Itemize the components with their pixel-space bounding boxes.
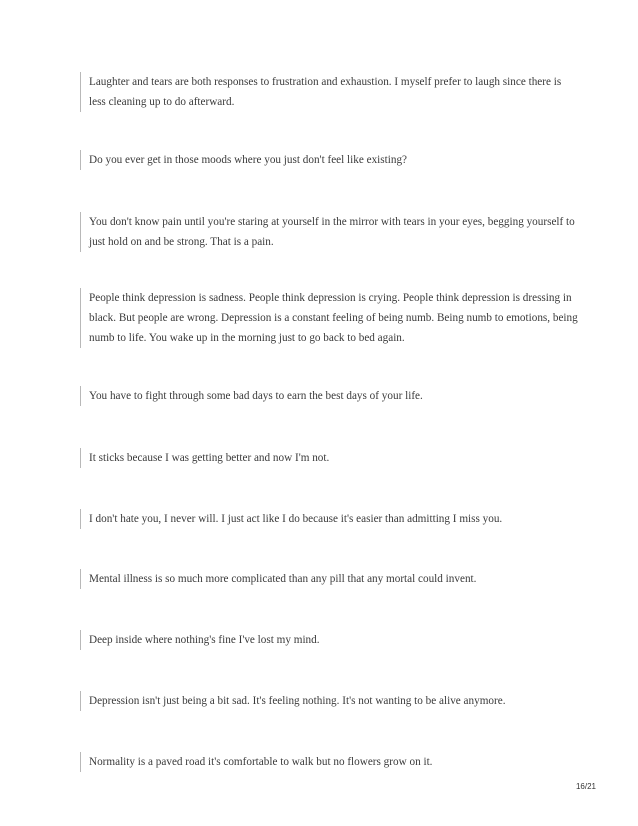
quote-text: You don't know pain until you're staring at yourself in the mirror with tears in your eyes, begging yourself to just hold on and be strong. That is a pain. <box>89 216 575 248</box>
quote-block <box>80 448 579 468</box>
quote-block <box>80 212 579 252</box>
quote-text: It sticks because I was getting better and now I'm not. <box>89 452 330 464</box>
quote-block <box>80 386 579 406</box>
quote-block <box>80 630 579 650</box>
quote-text: Do you ever get in those moods where you just don't feel like existing? <box>89 154 407 166</box>
page-number: 16/21 <box>575 782 596 791</box>
quote-block <box>80 288 579 348</box>
quote-block <box>80 509 579 529</box>
quote-block <box>80 150 579 170</box>
quote-text: Laughter and tears are both responses to frustration and exhaustion. I myself prefer to laugh since there is less cleaning up to do afterward. <box>89 76 562 108</box>
quote-block <box>80 569 579 589</box>
quote-text: You have to fight through some bad days to earn the best days of your life. <box>89 390 423 402</box>
quote-text: Deep inside where nothing's fine I've lost my mind. <box>89 634 320 646</box>
quote-block <box>80 72 579 112</box>
quote-text: Normality is a paved road it's comfortable to walk but no flowers grow on it. <box>89 756 433 768</box>
quote-text: Mental illness is so much more complicated than any pill that any mortal could invent. <box>89 573 477 585</box>
quote-block <box>80 691 579 711</box>
quote-block <box>80 752 579 772</box>
quote-text: Depression isn't just being a bit sad. It's feeling nothing. It's not wanting to be alive anymore. <box>89 695 506 707</box>
quote-text: I don't hate you, I never will. I just act like I do because it's easier than admitting I miss you. <box>89 513 503 525</box>
quote-text: People think depression is sadness. People think depression is crying. People think depression is dressing in black. But people are wrong. Depression is a constant feeling of being numb. Being numb to emotions, being numb to life. You wake up in the morning just to go back to bed again. <box>89 292 578 344</box>
